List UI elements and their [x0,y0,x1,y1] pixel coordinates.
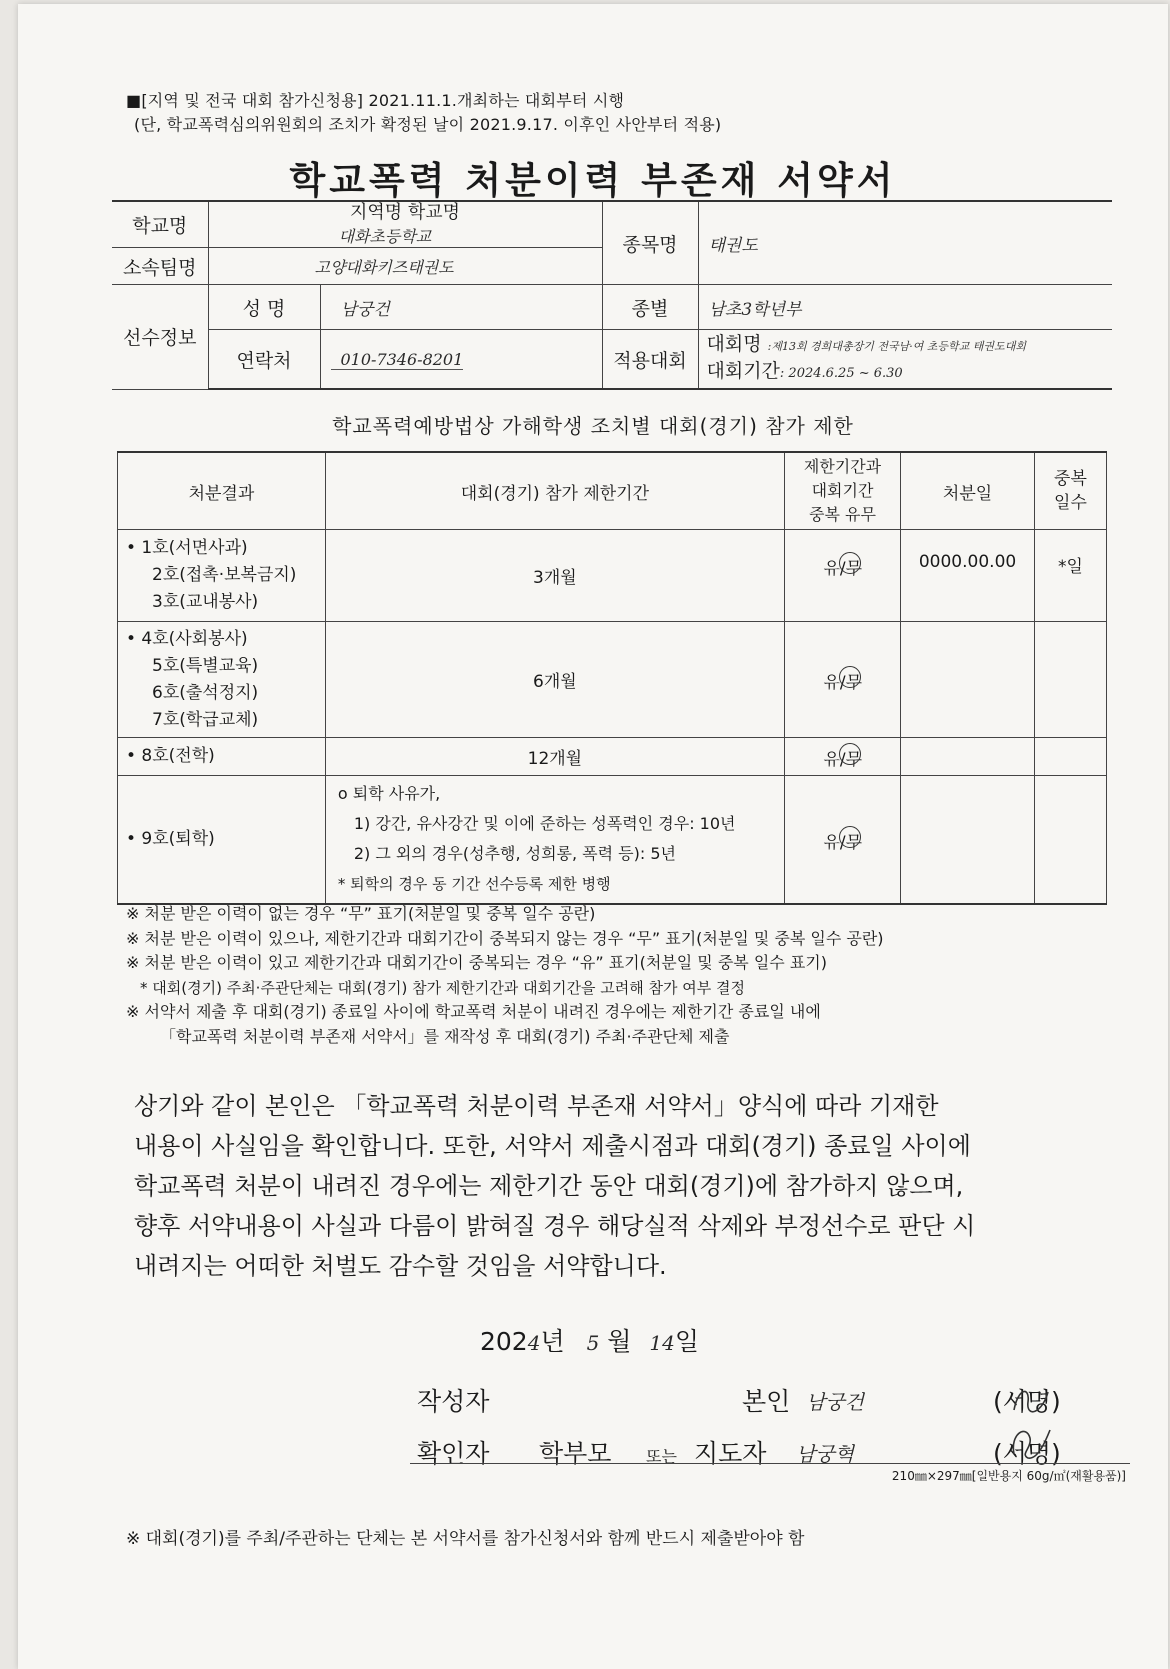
footnote: * 대회(경기) 주최·주관단체는 대회(경기) 참가 제한기간과 대회기간을 고려해 참가 여부 결정 [140,978,746,997]
row2-period: 6개월 [325,622,784,738]
header-date: 처분일 [901,452,1035,530]
contact-value: 010-7346-8201 [331,350,464,370]
period-line: o 퇴학 사유가, [337,784,441,804]
pledge-line: 향후 서약내용이 사실과 다름이 밝혀질 경우 해당실적 삭제와 부정선수로 판단 시 [134,1212,976,1240]
footnote: ※ 처분 받은 이력이 있으나, 제한기간과 대회기간이 중복되지 않는 경우 “무” 표기(처분일 및 중복 일수 공란) [126,928,884,948]
confirmer-sign-label: (서명) [993,1439,1061,1468]
team-cell [208,248,602,285]
footnote: 「학교폭력 처분이력 부존재 서약서」를 재작성 후 대회(경기) 주최·주관단체 제출 [160,1026,730,1046]
date-year-suffix: 년 [540,1327,565,1356]
event-cell [698,201,1112,285]
result-line: 2호(접촉·보복금지) [152,565,297,585]
row1-days: *일 [1034,530,1106,622]
name-cell [320,285,602,330]
date-month-suffix: 월 [607,1327,632,1356]
overlap-value: 유/무 [823,750,863,770]
category-label: 종별 [602,285,698,330]
pledge-line: 학교폭력 처분이 내려진 경우에는 제한기간 동안 대회(경기)에 참가하지 않으며, [134,1172,964,1200]
table-row [118,622,1107,738]
date-year-prefix: 202 [480,1327,528,1356]
tournament-period-value: : 2024.6.25 ~ 6.30 [779,366,903,381]
header-days-line: 일수 [1054,493,1087,513]
school-sublabel: 지역명 학교명 [349,202,461,223]
footnote: ※ 처분 받은 이력이 없는 경우 “무” 표기(처분일 및 중복 일수 공란) [126,904,596,923]
divider [410,1463,1130,1464]
row3-days [1034,738,1106,776]
applied-tournament-label: 적용대회 [602,330,698,390]
date-year-hand: 4 [527,1331,541,1355]
school-cell [208,201,602,248]
row4-results [118,776,326,904]
parent-label: 학부모 [539,1439,612,1468]
team-label: 소속팀명 [112,248,208,285]
result-line: • 4호(사회봉사) [126,628,248,649]
writer-label: 작성자 [417,1387,490,1416]
period-line: 2) 그 외의 경우(성추행, 성희롱, 폭력 등): 5년 [353,844,676,864]
sanction-table [117,451,1107,905]
paper-info: 210㎜×297㎜[일반용지 60g/㎡(재활용품)] [891,1469,1126,1483]
result-line: 6호(출석정지) [152,682,259,703]
pledge-date [480,1322,699,1358]
header-overlap-line: 대회기간 [811,481,874,500]
applicant-info-table [112,200,1112,390]
school-value: 대화초등학교 [338,227,432,246]
school-label: 학교명 [112,201,208,248]
form-title: 학교폭력 처분이력 부존재 서약서 [289,159,897,202]
header-days-line: 중복 [1054,469,1087,489]
table-row [118,738,1107,776]
footnotes [126,902,1126,1049]
confirmer-name: 남궁혁 [796,1442,854,1466]
submission-note: ※ 대회(경기)를 주최/주관하는 단체는 본 서약서를 참가신청서와 함께 반드시 제출받아야 함 [126,1529,805,1549]
result-line: • 9호(퇴학) [126,828,215,849]
row3-overlap [784,738,900,776]
result-line: 3호(교내봉사) [152,592,259,612]
coach-label: 지도자 [694,1439,767,1468]
result-line: • 8호(전학) [126,746,215,766]
overlap-value: 유/무 [823,559,863,579]
row3-results [118,738,326,776]
footnote: ※ 서약서 제출 후 대회(경기) 종료일 사이에 학교폭력 처분이 내려진 경우에는 제한기간 종료일 내에 [126,1002,821,1021]
contact-cell [320,330,602,390]
signature-scribble-icon [1006,1420,1056,1464]
tournament-period-label: 대회기간 [706,360,780,382]
row2-results [118,622,326,738]
row4-overlap [784,776,900,904]
event-value: 태권도 [708,235,758,256]
period-line: * 퇴학의 경우 동 기간 선수등록 제한 병행 [337,875,611,894]
date-month-hand: 5 [586,1331,600,1355]
period-line: 1) 강간, 유사강간 및 이에 준하는 성폭력인 경우: 10년 [353,814,736,834]
header-overlap [784,452,900,530]
row3-period: 12개월 [325,738,784,776]
applied-tournament-cell [698,330,1112,390]
table-row [118,776,1107,904]
date-day-suffix: 일 [674,1327,699,1356]
pledge-line: 상기와 같이 본인은 「학교폭력 처분이력 부존재 서약서」양식에 따라 기재한 [134,1092,939,1120]
result-line: 5호(특별교육) [152,655,259,676]
header-overlap-line: 중복 유무 [809,505,876,524]
self-label: 본인 [742,1387,791,1416]
form-paper [18,4,1168,1669]
footnote: ※ 처분 받은 이력이 있고 제한기간과 대회기간이 중복되는 경우 “유” 표기(처분일 및 중복 일수 표기) [126,953,828,972]
row3-date [901,738,1035,776]
confirmer-label: 확인자 [417,1439,490,1468]
row4-date [901,776,1035,904]
category-value: 남초3학년부 [708,299,802,320]
result-line: 7호(학급교체) [152,709,259,730]
contact-label: 연락처 [208,330,320,390]
notice-line-2: (단, 학교폭력심의위원회의 조치가 확정된 날이 2021.9.17. 이후인 사안부터 적용) [134,115,722,134]
date-day-hand: 14 [649,1331,675,1355]
header-days [1034,452,1106,530]
header-overlap-line: 제한기간과 [803,457,882,476]
row1-overlap [784,530,900,622]
header-result: 처분결과 [118,452,326,530]
result-line: • 1호(서면사과) [126,538,248,558]
pledge-line: 내용이 사실임을 확인합니다. 또한, 서약서 제출시점과 대회(경기) 종료일 사이에 [134,1132,971,1160]
row4-days [1034,776,1106,904]
pledge-line: 내려지는 어떠한 처벌도 감수할 것임을 서약합니다. [134,1252,667,1280]
header-period: 대회(경기) 참가 제한기간 [325,452,784,530]
signature-scribble-icon [1008,1380,1054,1420]
row2-days [1034,622,1106,738]
row4-period [325,776,784,904]
row1-date: 0000.00.00 [901,530,1035,622]
name-label: 성 명 [208,285,320,330]
event-label: 종목명 [602,201,698,285]
overlap-value: 유/무 [823,832,863,853]
or-label: 또는 [646,1447,677,1466]
category-cell [698,285,1112,330]
row2-overlap [784,622,900,738]
name-value: 남궁건 [340,299,390,320]
team-value: 고양대화키즈태권도 [314,257,454,277]
tournament-name-value: :제13회 경희대총장기 전국남·여 초등학교 태권도대회 [767,340,1026,353]
notice-line-1: ■[지역 및 전국 대회 참가신청용] 2021.11.1.개최하는 대회부터 시행 [126,91,625,110]
self-name: 남궁건 [806,1390,864,1414]
table-row [118,530,1107,622]
sanction-table-subtitle: 학교폭력예방법상 가해학생 조치별 대회(경기) 참가 제한 [332,414,854,438]
overlap-value: 유/무 [823,673,863,693]
row2-date [901,622,1035,738]
tournament-name-label: 대회명 [706,333,762,355]
row1-period: 3개월 [325,530,784,622]
self-sign-label: (서명) [993,1387,1061,1416]
row1-results [118,530,326,622]
player-info-label: 선수정보 [112,285,208,390]
pledge-text [134,1086,975,1286]
